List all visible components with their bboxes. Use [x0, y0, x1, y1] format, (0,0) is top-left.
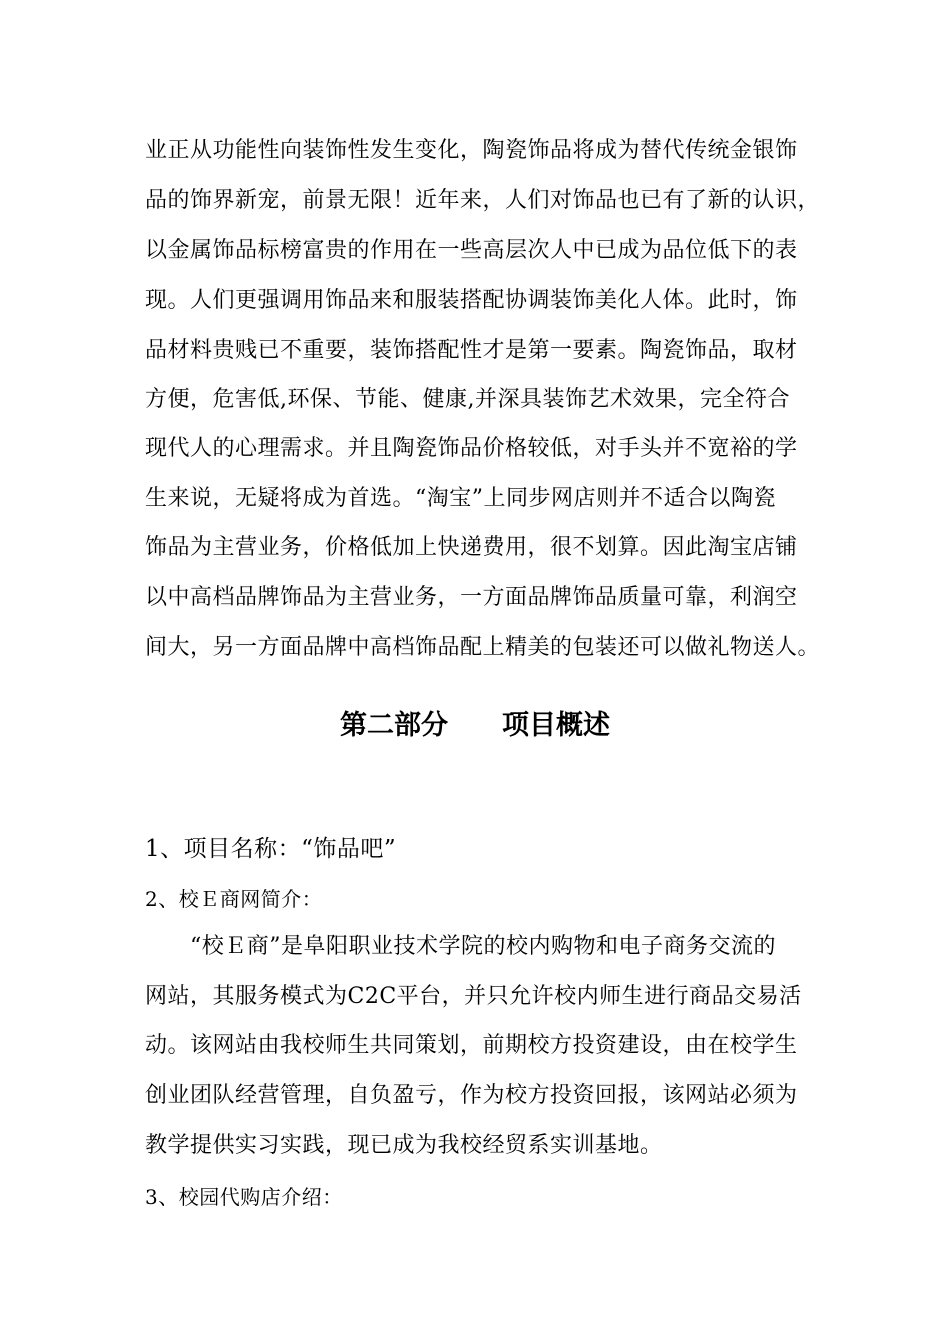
paragraph-line: 方便，危害低,环保、节能、健康,并深具装饰艺术效果，完全符合 [145, 387, 790, 412]
paragraph-line: 网站，其服务模式为C2C平台，并只允许校内师生进行商品交易活 [145, 984, 802, 1009]
paragraph-line: 生来说，无疑将成为首选。“淘宝”上同步网店则并不适合以陶瓷 [145, 486, 776, 511]
paragraph-line: 以中高档品牌饰品为主营业务，一方面品牌饰品质量可靠，利润空 [145, 585, 798, 610]
item-project-name: 1、项目名称：“饰品吧” [145, 836, 397, 862]
paragraph-line: 教学提供实习实践，现已成为我校经贸系实训基地。 [145, 1133, 663, 1158]
paragraph-line: 动。该网站由我校师生共同策划，前期校方投资建设，由在校学生 [145, 1033, 798, 1058]
paragraph-line: “校Ｅ商”是阜阳职业技术学院的校内购物和电子商务交流的 [145, 934, 776, 959]
paragraph-line: 间大，另一方面品牌中高档饰品配上精美的包装还可以做礼物送人。 [145, 635, 821, 660]
item-school-intro-heading: 2、校Ｅ商网简介： [145, 887, 323, 911]
section-heading: 第二部分 项目概述 [340, 710, 610, 741]
paragraph-line: 现代人的心理需求。并且陶瓷饰品价格较低，对手头并不宽裕的学 [145, 436, 798, 461]
item-campus-store-heading: 3、校园代购店介绍： [145, 1185, 343, 1209]
paragraph-line: 现。人们更强调用饰品来和服装搭配协调装饰美化人体。此时，饰 [145, 288, 798, 313]
paragraph-line: 饰品为主营业务，价格低加上快递费用，很不划算。因此淘宝店铺 [145, 535, 798, 560]
paragraph-line: 品的饰界新宠，前景无限！近年来，人们对饰品也已有了新的认识， [145, 188, 821, 213]
paragraph-line: 创业团队经营管理，自负盈亏，作为校方投资回报，该网站必须为 [145, 1083, 798, 1108]
paragraph-line: 业正从功能性向装饰性发生变化，陶瓷饰品将成为替代传统金银饰 [145, 138, 798, 163]
paragraph-line: 品材料贵贱已不重要，装饰搭配性才是第一要素。陶瓷饰品，取材 [145, 338, 798, 363]
paragraph-line: 以金属饰品标榜富贵的作用在一些高层次人中已成为品位低下的表 [145, 238, 798, 263]
